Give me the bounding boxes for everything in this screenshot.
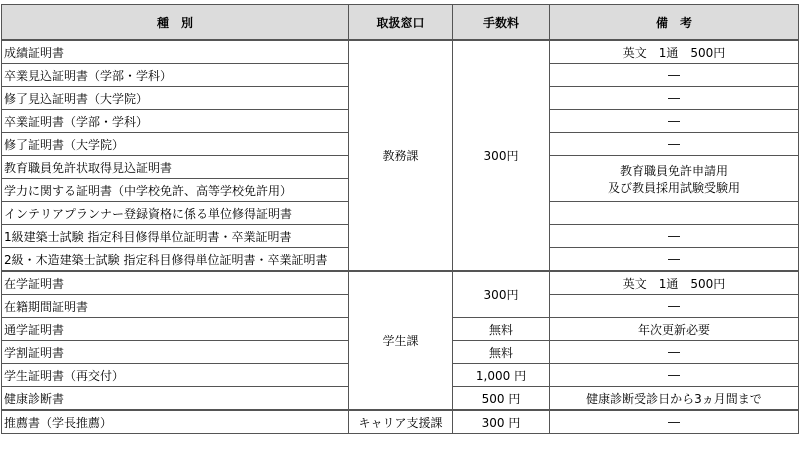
doc-name: 成績証明書	[2, 40, 349, 64]
doc-name: 卒業見込証明書（学部・学科）	[2, 64, 349, 87]
remark: 年次更新必要	[550, 318, 799, 341]
doc-name: 通学証明書	[2, 318, 349, 341]
doc-name: 学生証明書（再交付）	[2, 364, 349, 387]
doc-name: 1級建築士試験 指定科目修得単位証明書・卒業証明書	[2, 225, 349, 248]
doc-name: 健康診断書	[2, 387, 349, 411]
fee: 無料	[453, 341, 550, 364]
doc-name: 2級・木造建築士試験 指定科目修得単位証明書・卒業証明書	[2, 248, 349, 272]
table-row	[2, 40, 799, 64]
fee-kyomu: 300円	[453, 40, 550, 271]
remark: ―	[550, 295, 799, 318]
doc-name: 学力に関する証明書（中学校免許、高等学校免許用）	[2, 179, 349, 202]
fee-gakusei: 300円	[453, 271, 550, 318]
window-gakusei: 学生課	[349, 271, 453, 410]
doc-name: 修了証明書（大学院）	[2, 133, 349, 156]
remark: ―	[550, 225, 799, 248]
fee: 1,000 円	[453, 364, 550, 387]
window-kyomu: 教務課	[349, 40, 453, 271]
remark: 英文 1通 500円	[550, 40, 799, 64]
remark-teacher-line-1: 教育職員免許申請用	[619, 163, 728, 178]
table-row	[2, 410, 799, 434]
remark: ―	[550, 410, 799, 434]
remark: 健康診断受診日から3ヵ月間まで	[550, 387, 799, 411]
window-career: キャリア支援課	[349, 410, 453, 434]
remark: ―	[550, 110, 799, 133]
header-fee: 手数料	[453, 5, 550, 41]
doc-name: 推薦書（学長推薦）	[2, 410, 349, 434]
certificate-fee-table	[1, 4, 799, 434]
doc-name: 修了見込証明書（大学院）	[2, 87, 349, 110]
header-remarks: 備 考	[550, 5, 799, 41]
doc-name: 教育職員免許状取得見込証明書	[2, 156, 349, 179]
table-row	[2, 271, 799, 295]
table-header-row	[2, 5, 799, 41]
remark: ―	[550, 248, 799, 272]
fee: 無料	[453, 318, 550, 341]
doc-name: インテリアプランナー登録資格に係る単位修得証明書	[2, 202, 349, 225]
remark: ―	[550, 87, 799, 110]
doc-name: 学割証明書	[2, 341, 349, 364]
doc-name: 在籍期間証明書	[2, 295, 349, 318]
fee: 300 円	[453, 410, 550, 434]
remark: 英文 1通 500円	[550, 271, 799, 295]
header-window: 取扱窓口	[349, 5, 453, 41]
header-type: 種 別	[2, 5, 349, 41]
remark: ―	[550, 341, 799, 364]
remark-teacher-line-2: 及び教員採用試験受験用	[607, 180, 740, 195]
remark-teacher	[550, 156, 799, 202]
remark: ―	[550, 133, 799, 156]
doc-name: 卒業証明書（学部・学科）	[2, 110, 349, 133]
remark: ―	[550, 64, 799, 87]
remark: ―	[550, 364, 799, 387]
remark	[550, 202, 799, 225]
doc-name: 在学証明書	[2, 271, 349, 295]
fee: 500 円	[453, 387, 550, 411]
